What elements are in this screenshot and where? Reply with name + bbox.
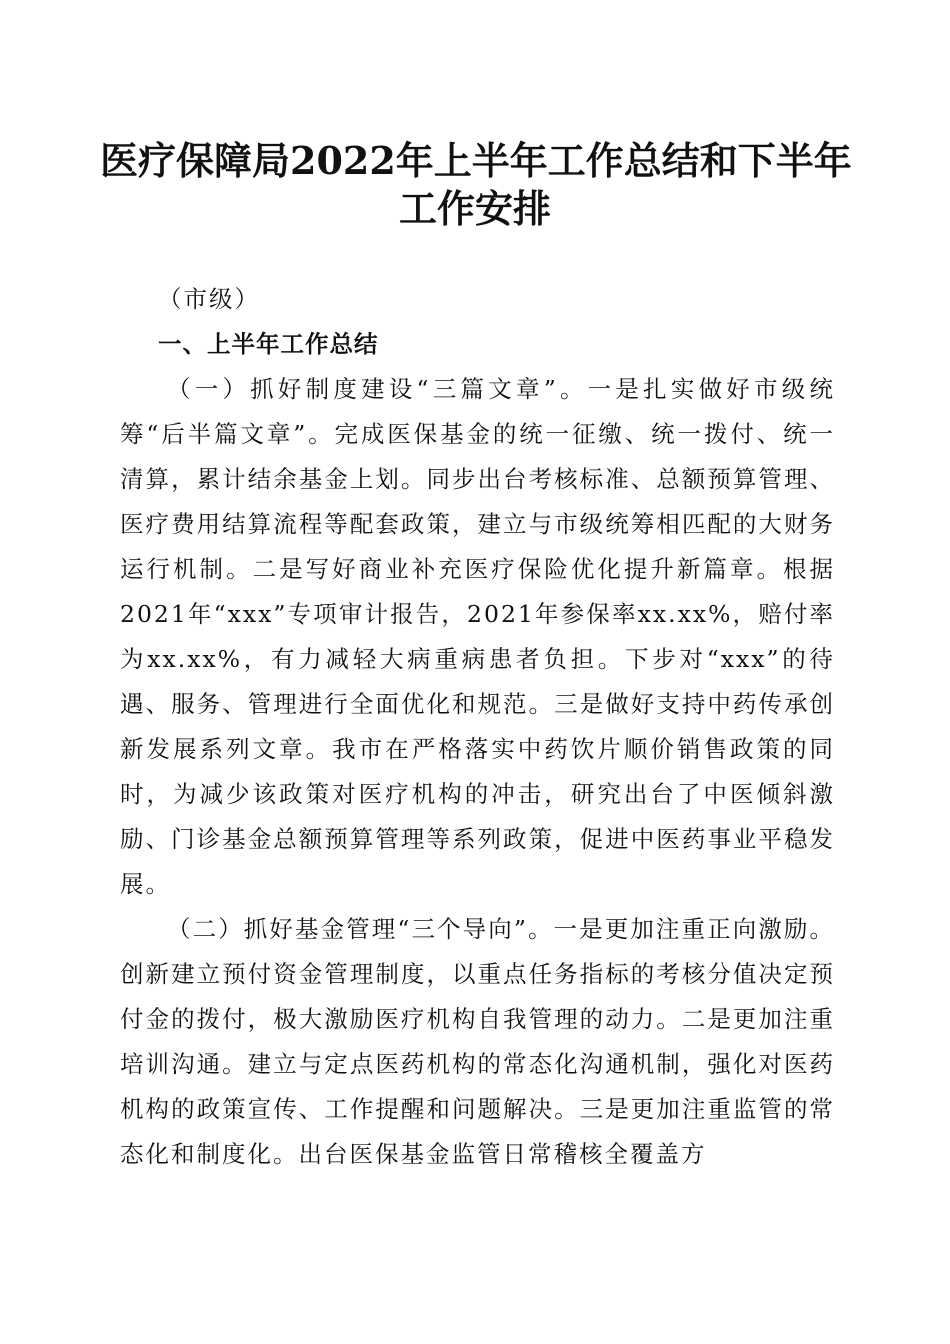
- section-heading: 一、上半年工作总结: [158, 330, 379, 358]
- document-title-line-2: 工作安排: [398, 186, 551, 231]
- level-note: （市级）: [158, 285, 260, 313]
- paragraph-fund-management: （二）抓好基金管理“三个导向”。一是更加注重正向激励。创新建立预付资金管理制度，以重点任务指标的考核分值决定预付金的拨付，极大激励医疗机构自我管理的动力。二是更加注重培训沟通。建立与定点医药机构的常态化沟通机制，强化对医药机构的政策宣传、工作提醒和问题解决。三是更加注重监管的常态化和制度化。出台医保基金监管日常稽核全覆盖方: [120, 915, 835, 1168]
- document-title-line-1: 医疗保障局2022年上半年工作总结和下半年: [100, 138, 852, 183]
- paragraph-institution-building: （一）抓好制度建设“三篇文章”。一是扎实做好市级统筹“后半篇文章”。完成医保基金的统一征缴、统一拨付、统一清算，累计结余基金上划。同步出台考核标准、总额预算管理、医疗费用结算流程等配套政策，建立与市级统筹相匹配的大财务运行机制。二是写好商业补充医疗保险优化提升新篇章。根据2021年“xxx”专项审计报告，2021年参保率xx.xx%，赔付率为xx.xx%，有力减轻大病重病患者负担。下步对“xxx”的待遇、服务、管理进行全面优化和规范。三是做好支持中药传承创新发展系列文章。我市在严格落实中药饮片顺价销售政策的同时，为减少该政策对医疗机构的冲击，研究出台了中医倾斜激励、门诊基金总额预算管理等系列政策，促进中医药事业平稳发展。: [120, 375, 835, 898]
